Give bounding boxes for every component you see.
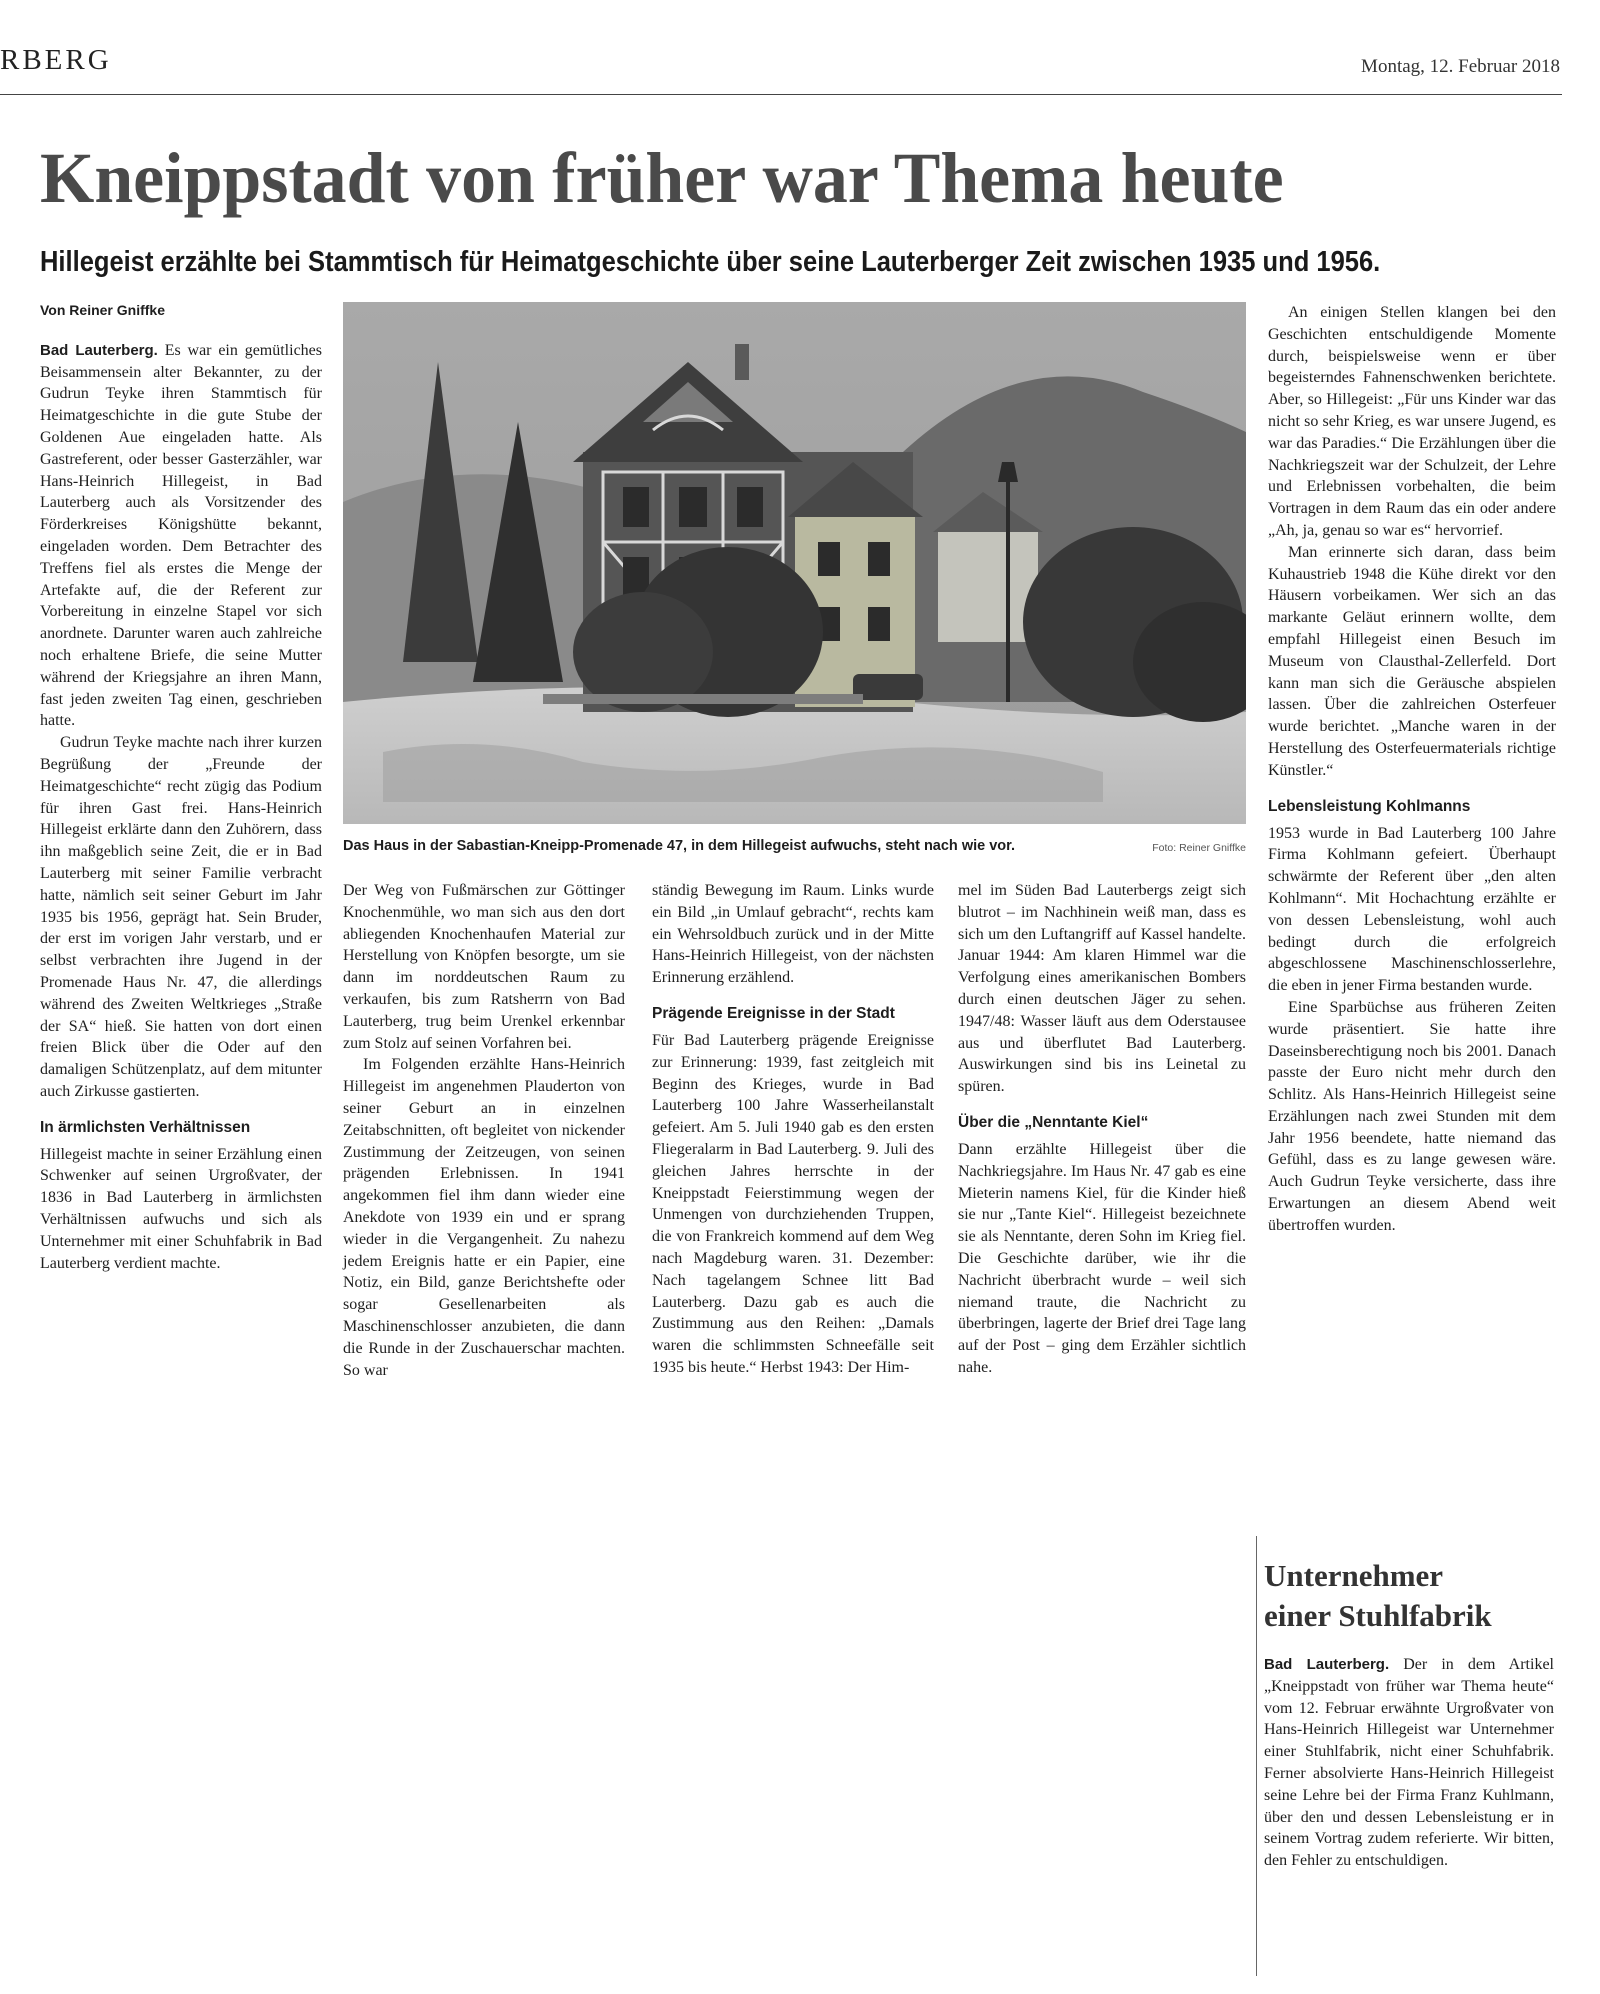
article-column-3 [652,880,934,1379]
article-column-1 [40,300,322,1274]
article-column-4 [958,880,1246,1379]
correction-title-line-1: Unternehmer [1264,1558,1444,1593]
paragraph: An einigen Stellen klangen bei den Geschichten entschuldigende Momente durch, beispielsweise wenn er über begeisterndes Fahnenschwenken berichtete. Aber, so Hillegeist: „Für uns Kinder war das nicht so sehr Krieg, es war unsere Jugend, es war das Paradies.“ Die Erzählungen über die Nachkriegszeit war der Schulzeit, der Lehre und Erlebnissen vorbehalten, die beim Vortragen in dem Raum das ein oder andere „Ah, ja, genau so war es“ hervorrief. [1268,304,1556,539]
photo-credit: Foto: Reiner Gniffke [1152,842,1246,854]
paragraph: ständig Bewegung im Raum. Links wurde ein Bild „in Umlauf gebracht“, rechts kam ein Wehrsoldbuch zurück und in der Mitte Hans-Heinrich Hillegeist, von der nächsten Erinnerung erzählend. [652,882,934,987]
article-column-2 [343,880,625,1381]
paragraph: Man erinnerte sich daran, dass beim Kuhaustrieb 1948 die Kühe direkt vor den Häusern vorbeikamen. Wer sich an das markante Geläut erinnern wollte, dem empfahl Hillegeist einen Besuch im Museum von Clausthal-Zellerfeld. Dort kann man sich die Geräusche abspielen lassen. Über die zahlreichen Osterfeuer wurde berichtet. „Manche waren in der Herstellung des Osterfeuermaterials richtige Künstler.“ [1268,543,1556,779]
lead-paragraph: Bad Lauterberg. Es war ein gemütliches Beisammensein alter Bekannter, zu der Gudrun Teyke ihren Stammtisch für Heimatgeschichte in die gute Stube der Goldenen Aue eingeladen hatte. Als Gastreferent, oder besser Gasterzähler, war Hans-Heinrich Hillegeist, in Bad Lauterberg auch als Vorsitzender des Förderkreises Königshütte bekannt, eingeladen worden. Dem Betrachter des Treffens fiel als erstes die Menge der Artefakte auf, die der Referent zur Vorbereitung in einzelne Stapel vor sich anordnete. Darunter waren auch zahlreiche noch erhaltene Briefe, die seine Mutter während der Kriegsjahre an ihren Mann, fast jeden zweiten Tag einen, geschrieben hatte. [40,341,323,730]
correction-title [1264,1556,1564,1636]
photo-caption: Das Haus in der Sabastian-Kneipp-Promenade 47, in dem Hillegeist aufwuchs, steht nach wie vor. [343,838,1016,854]
paragraph: Eine Sparbüchse aus früheren Zeiten wurde präsentiert. Sie hatte ihre Daseinsberechtigung noch bis 2001. Danach passte der Euro nicht mehr durch den Schlitz. Als Hans-Heinrich Hillegeist seine Erzählungen nach zwei Stunden mit dem Jahr 1956 beendete, hatte niemand das Gefühl, dass es zu lange gewesen wäre. Auch Gudrun Teyke versicherte, dass ihre Erwartungen an diesem Abend weit übertroffen wurden. [1268,998,1556,1234]
correction-title-line-2: einer Stuhlfabrik [1264,1598,1492,1633]
subheading: Prägende Ereignisse in der Stadt [652,1004,895,1022]
house-photo-illustration [343,302,1246,824]
masthead-rule [0,94,1562,95]
paragraph: Im Folgenden erzählte Hans-Heinrich Hillegeist im angenehmen Plauderton von seiner Geburt an in einzelnen Zeitabschnitten, oft begleitet von nickender Zustimmung der Zeitzeugen, von seinen prägenden Erlebnissen. In 1941 angekommen fiel ihm dann wieder eine Anekdote von 1939 ein und er sprang wieder in die Vergangenheit. Zu nahezu jedem Ereignis hatte er ein Papier, eine Notiz, ein Bild, ganze Berichtshefte oder sogar Gesellenarbeiten als Maschinenschlosser anzubieten, die dann die Runde in der Zuschauerschar machten. So war [343,1056,625,1379]
subheading: Über die „Nenntante Kiel“ [958,1113,1149,1131]
article-subheadline: Hillegeist erzählte bei Stammtisch für Heimatgeschichte über seine Lauterberger Zeit zwischen 1935 und 1956. [40,246,1381,278]
photo-caption-row [343,836,1246,862]
paragraph: 1953 wurde in Bad Lauterberg 100 Jahre Firma Kohlmann gefeiert. Überhaupt schwärmte der Referent über „den alten Kohlmann“. Mit Hochachtung erzählte er von dessen Lebensleistung, wohl auch bedingt durch die erfolgreich abgeschlossene Maschinenschlosserlehre, die eben in jener Firma bestanden wurde. [1268,824,1556,995]
correction-divider [1256,1536,1257,1976]
subheading: In ärmlichsten Verhältnissen [40,1118,251,1136]
section-name: RBERG [0,44,112,76]
correction-paragraph: Bad Lauterberg. Der in dem Artikel „Kneippstadt von früher war Thema heute“ vom 12. Februar erwähnte Urgroßvater von Hans-Heinrich Hillegeist war Unternehmer einer Stuhlfabrik, nicht einer Schuhfabrik. Ferner absolvierte Hans-Heinrich Hillegeist seine Lehre bei der Firma Franz Kuhlmann, über den und dessen Lebensleistung er in seinem Vortrag zudem referierte. Wir bitten, den Fehler zu entschuldigen. [1264,1656,1554,1870]
byline: Von Reiner Gniffke [40,302,165,318]
paragraph: Für Bad Lauterberg prägende Ereignisse zur Erinnerung: 1939, fast zeitgleich mit Beginn des Krieges, wurde in Bad Lauterberg 100 Jahre Wasserheilanstalt gefeiert. Am 5. Juli 1940 gab es den ersten Fliegeralarm in Bad Lauterberg. 9. Juli des gleichen Jahres herrschte in der Kneippstadt Feierstimmung wegen der Unmengen von durchziehenden Truppen, die von Frankreich kommend auf dem Weg nach Magdeburg waren. 31. Dezember: Nach tagelangem Schnee litt Bad Lauterberg. Dazu gab es auch die Zustimmung aus den Reihen: „Damals waren die schlimmsten Schneefälle seit 1935 bis heute.“ Herbst 1943: Der Him- [652,1031,934,1376]
correction-text [1264,1654,1554,1872]
issue-date: Montag, 12. Februar 2018 [1361,56,1560,77]
dateline: Bad Lauterberg. [40,341,158,359]
paragraph: Der Weg von Fußmärschen zur Göttinger Knochenmühle, wo man sich aus den dort abliegenden Knochenhaufen Material zur Herstellung von Knöpfen besorgte, um sie dann im norddeutschen Raum zu verkaufen, bis zum Ratsherrn von Bad Lauterberg, trug beim Urenkel erkennbar zum Stolz auf seinen Vorfahren bei. [343,882,625,1052]
paragraph: mel im Süden Bad Lauterbergs zeigt sich blutrot – im Nachhinein weiß man, dass es sich um den Luftangriff auf Kassel handelte. Januar 1944: Am klaren Himmel war die Verfolgung eines amerikanischen Bombers durch einen deutschen Jäger zu sehen. 1947/48: Wasser läuft aus dem Oderstausee aus und überflutet Bad Lauterberg. Auswirkungen sind bis ins Leinetal zu spüren. [958,882,1246,1096]
house-photo [343,302,1246,824]
paragraph: Hillegeist machte in seiner Erzählung einen Schwenker auf seinen Urgroßvater, der 1836 in Bad Lauterberg in ärmlichsten Verhältnissen aufwuchs und sich als Unternehmer mit einer Schuhfabrik in Bad Lauterberg verdient machte. [40,1145,322,1272]
article-headline: Kneippstadt von früher war Thema heute [40,138,1284,218]
article-column-5 [1268,302,1556,1237]
paragraph: Dann erzählte Hillegeist über die Nachkriegsjahre. Im Haus Nr. 47 gab es eine Mieterin namens Kiel, für die Kinder hieß sie nur „Tante Kiel“. Hillegeist bezeichnete sie als Nenntante, deren Sohn im Krieg fiel. Die Geschichte darüber, wie ihr die Nachricht überbracht wurde – weil sich niemand traute, die Nachricht zu überbringen, lagerte der Brief drei Tage lang auf der Post – ging dem Erzähler sichtlich nahe. [958,1140,1246,1376]
paragraph: Gudrun Teyke machte nach ihrer kurzen Begrüßung der „Freunde der Heimatgeschichte“ recht zügig das Podium für ihren Gast frei. Hans-Heinrich Hillegeist erklärte dann den Zuhörern, dass ihn maßgeblich seine Zeit, die er in Bad Lauterberg mit seiner Familie verbracht hatte, nämlich seit seiner Geburt im Jahr 1935 bis 1956, geprägt hat. Sein Bruder, der erst im vorigen Jahr verstarb, und er selbst verbrachten ihre Jugend in der Promenade Haus Nr. 47, die allerdings während des Zweiten Weltkrieges „Straße der SA“ hieß. Sie hatten von dort einen freien Blick über die Oder auf den damaligen Schützenplatz, auf dem mitunter auch Zirkusse gastierten. [40,734,322,1100]
correction-dateline: Bad Lauterberg. [1264,1656,1390,1673]
subheading: Lebensleistung Kohlmanns [1268,797,1471,815]
